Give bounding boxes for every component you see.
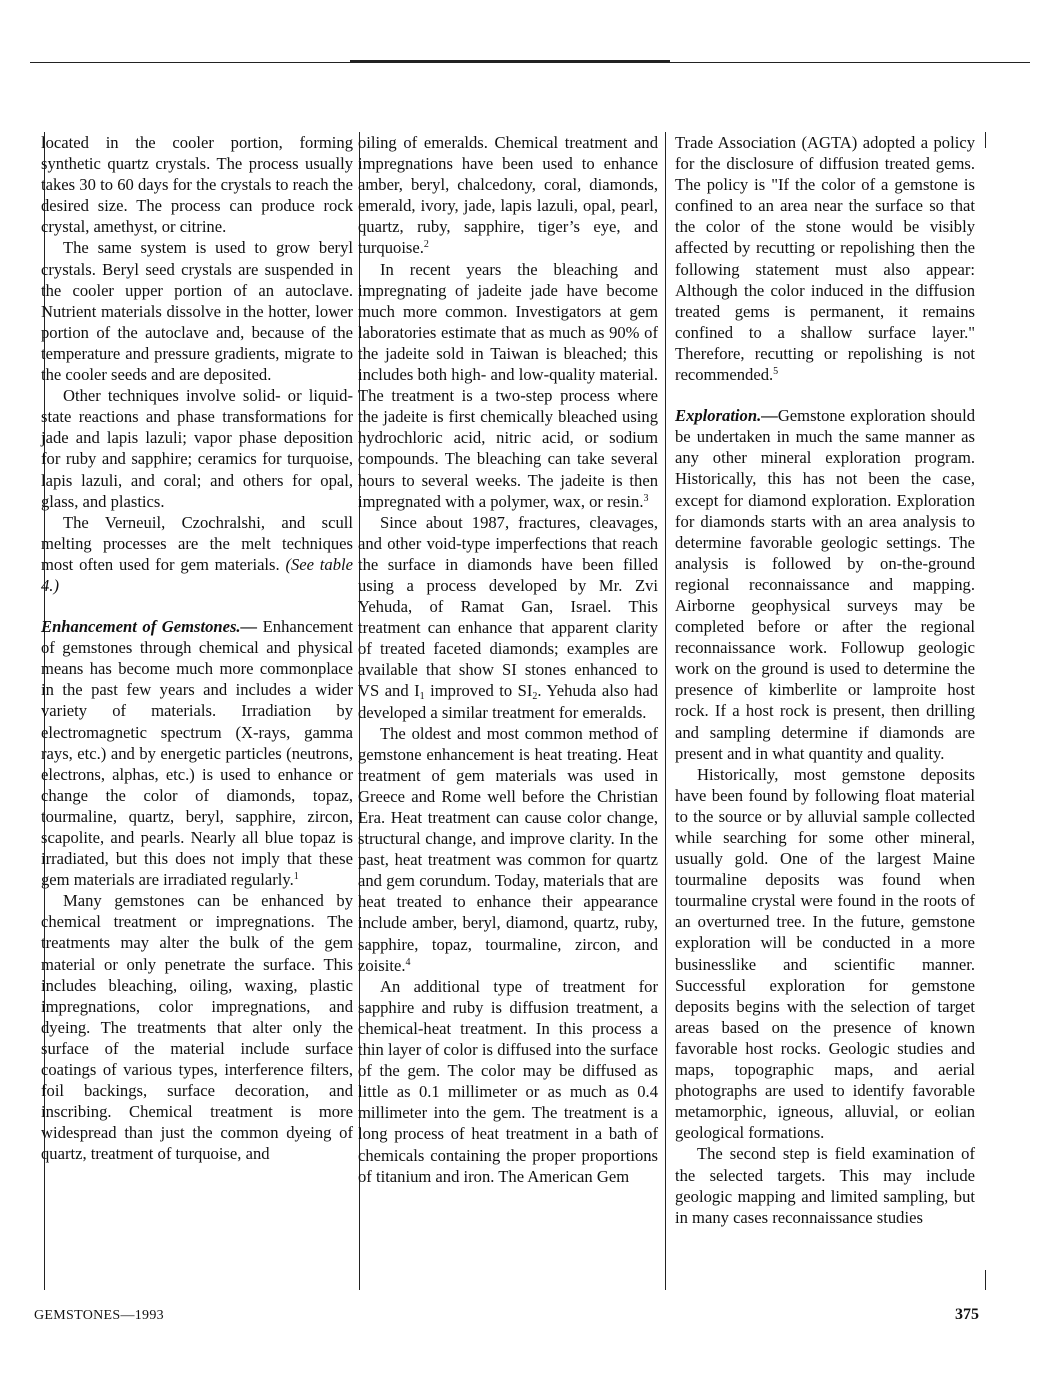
paragraph: [41, 512, 353, 596]
footnote-ref: 3: [643, 492, 649, 504]
footnote-ref: 5: [773, 366, 779, 378]
footnote-ref: 2: [423, 239, 429, 251]
paragraph: [675, 132, 975, 385]
subscript: 1: [419, 691, 425, 703]
section-heading: Enhancement of Gemstones.—: [41, 617, 258, 637]
column-1-text: [41, 132, 353, 1165]
paragraph: Many gemstones can be enhanced by chemical treatment or impregnations. The treatments may alter the bulk of the gem material or only penetrate the surface. This includes bleaching, oiling, waxing, plastic impregnations, color impregnations, and dyeing. The treatments that alter only the surface of the material include surface coatings of various types, interference filters, foil backings, surface decoration, and inscribing. Chemical treatment is more widespread than just the common dyeing of quartz, treatment of turquoise, and: [41, 891, 353, 1164]
paragraph: The same system is used to grow beryl crystals. Beryl seed crystals are suspended in the cooler upper portion of an autoclave. Nutrient materials dissolve in the hotter, lower portion of the autoclave and, because of the temperature and pressure gradients, migrate to the cooler seeds and are deposited.: [41, 238, 353, 385]
paragraph: The second step is field examination of the selected targets. This may include geologic mapping and limited sampling, but in many cases reconnaissance studies: [675, 1144, 975, 1227]
paragraph: Historically, most gemstone deposits have been found by following float material to the source or by alluvial sample collected while searching for some other mineral, usually gold. One of the largest Maine tourmaline deposits was found when tourmaline crystal were found in the roots of an overturned tree. In the future, gemstone exploration will be conducted in a more businesslike and scientific manner. Successful exploration for gemstone deposits begins with the selection of target areas based on the presence of known favorable host rocks. Geologic studies and maps, topographic maps, and aerial photographs are used to identify favorable metamorphic, igneous, alluvial, or eolian geological formations.: [675, 764, 975, 1143]
paragraph: [358, 723, 658, 976]
subscript: 2: [532, 691, 538, 703]
column-divider: [985, 1270, 986, 1290]
paragraph-text: oiling of emeralds. Chemical treatment and impregnations have been used to enhance amber, beryl, chalcedony, coral, diamonds, emerald, ivory, jade, lapis lazuli, opal, pearl, quartz, ruby, sapphire, tiger’s eye, and turquoise.: [358, 133, 658, 258]
column-divider: [985, 132, 986, 148]
running-title: GEMSTONES—1993: [34, 1308, 164, 1323]
header-rule-accent: [350, 60, 670, 63]
footnote-ref: 4: [405, 956, 411, 968]
column-2-text: [358, 132, 658, 1187]
page-number: 375: [955, 1306, 979, 1323]
paragraph: [358, 259, 658, 512]
paragraph: located in the cooler portion, forming synthetic quartz crystals. The process usually takes 30 to 60 days for the crystals to reach the desired size. The process can produce rock crystal, amethyst, or citrine.: [41, 133, 353, 237]
paragraph: [358, 132, 658, 259]
paragraph-text: The oldest and most common method of gemstone enhancement is heat treating. Heat treatment of gem materials was used in Greece and Rome well before the Christian Era. Heat treatment can cause color change, structural change, and improve clarity. In the past, heat treatment was common for quartz and gem corundum. Today, materials that are heat treated to enhance their appearance include amber, beryl, diamond, quartz, ruby, sapphire, topaz, tourmaline, zircon, and zoisite.: [358, 723, 658, 975]
column-2: [359, 132, 658, 1290]
paragraph-text: The Verneuil, Czochralshi, and scull melting processes are the melt techniques most often used for gem materials.: [41, 512, 353, 574]
column-divider: [665, 132, 666, 1290]
paragraph: An additional type of treatment for sapphire and ruby is diffusion treatment, a chemical-heat treatment. In this process a thin layer of color is diffused into the surface of the gem. The color may be diffused as little as 0.1 millimeter or as much as 0.4 millimeter into the gem. The treatment is a long process of heat treatment in a bath of chemicals containing the proper proportions of titanium and iron. The American Gem: [358, 976, 658, 1186]
paragraph-text: improved to SI: [424, 681, 533, 701]
paragraph: [358, 512, 658, 723]
paragraph: [675, 405, 975, 764]
table-reference: (See table 4.): [41, 554, 353, 595]
paragraph: Other techniques involve solid- or liquid-state reactions and phase transformations for jade and lapis lazuli; vapor phase deposition for ruby and sapphire; ceramics for turquoise, lapis lazuli, and coral; and others for opal, glass, and plastics.: [41, 386, 353, 511]
footnote-ref: 1: [293, 871, 299, 883]
paragraph-text: In recent years the bleaching and impregnating of jadeite jade have become much more common. Investigators at gem laboratories estimate that as much as 90% of the jadeite sold in Taiwan is bleached; this includes both high- and low-quality material. The treatment is a two-step process where the jadeite is first chemically bleached using hydrochloric acid, nitric acid, or sodium compounds. The bleaching can take several hours to several weeks. The jadeite is then impregnated with a polymer, wax, or resin.: [358, 259, 658, 511]
paragraph-text: Since about 1987, fractures, cleavages, and other void-type imperfections that reach the surface in diamonds have been filled using a process developed by Mr. Zvi Yehuda, of Ramat Gan, Israel. This treatment can enhance that apparent clarity of treated faceted diamonds; examples are available that show SI stones enhanced to VS and I: [358, 512, 658, 701]
paragraph: [41, 616, 353, 890]
section-heading: Exploration.—: [675, 406, 778, 426]
paragraph-text: . Yehuda also had developed a similar treatment for emeralds.: [358, 681, 659, 722]
paragraph-text: Gemstone exploration should be undertaken in much the same manner as any other mineral exploration program. Historically, this has not been the case, except for diamond exploration. Exploration for diamonds starts with an area analysis to determine favorable geologic settings. The analysis is followed by on-the-ground regional reconnaissance and mapping. Airborne geophysical surveys may be completed before or after the regional reconnaissance work. Followup geologic work on the ground is used to determine the presence of kimberlite or lamproite host rock. If a host rock is present, then drilling and sampling determine if diamonds are present and in what quantity and quality.: [675, 406, 975, 763]
column-1: [41, 132, 353, 1290]
column-3: [675, 132, 975, 1290]
paragraph-text: Enhancement of gemstones through chemical and physical means has become much more commonplace in the past few years and includes a wider variety of materials. Irradiation by electromagnetic spectrum (X-rays, gamma rays, etc.) and by energetic particles (neutrons, electrons, alphas, etc.) is used to enhance or change the color of diamonds, topaz, tourmaline, quartz, beryl, sapphire, zircon, scapolite, and pearls. Nearly all blue topaz is irradiated, but this does not imply that these gem materials are irradiated regularly.: [41, 617, 353, 890]
paragraph-text: Trade Association (AGTA) adopted a policy for the disclosure of diffusion treated gems. The policy is "If the color of a gemstone is confined to an area near the surface so that the color of the stone would be visibly affected by recutting or repolishing then the following statement must also appear: Although the color induced in the diffusion treated gems is permanent, it remains confined to a shallow surface layer." Therefore, recutting or repolishing is not recommended.: [675, 133, 975, 385]
